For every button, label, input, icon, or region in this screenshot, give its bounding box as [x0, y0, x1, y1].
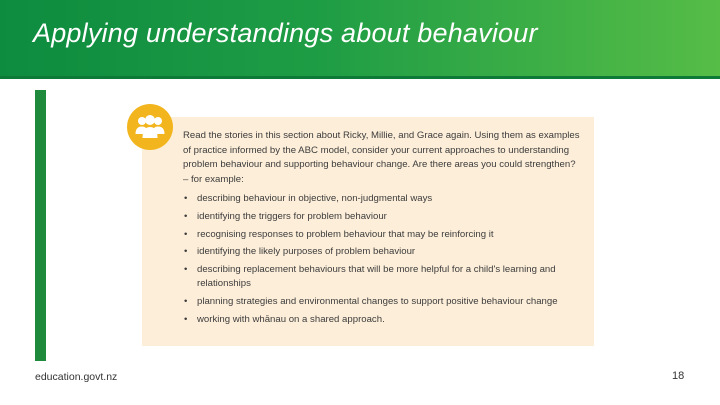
- panel-content: [183, 129, 583, 330]
- panel-intro-text: Read the stories in this section about Ricky, Millie, and Grace again. Using them as examples of practice informed by the ABC model, consider your current approaches to understanding problem behaviour and supporting behaviour change. Are there areas you could strengthen? – for example:: [183, 130, 580, 185]
- side-accent-bar: [35, 90, 46, 361]
- reflection-panel: [142, 117, 594, 346]
- list-item: • identifying the triggers for problem behaviour: [183, 210, 583, 225]
- header-divider: [0, 76, 720, 79]
- people-group-icon-graphic: [134, 114, 166, 140]
- list-item: • recognising responses to problem behaviour that may be reinforcing it: [183, 228, 583, 243]
- people-group-icon: [127, 104, 173, 150]
- list-item: • working with whānau on a shared approach.: [183, 313, 583, 328]
- list-item: • identifying the likely purposes of problem behaviour: [183, 245, 583, 260]
- bullet-list: [183, 192, 583, 327]
- list-item: • describing replacement behaviours that will be more helpful for a child's learning and relationships: [183, 263, 583, 292]
- slide-title: Applying understandings about behaviour: [33, 18, 538, 48]
- footer-url: education.govt.nz: [35, 371, 118, 383]
- list-item: • planning strategies and environmental changes to support positive behaviour change: [183, 295, 583, 310]
- page-number: 18: [672, 370, 685, 382]
- list-item: • describing behaviour in objective, non-judgmental ways: [183, 192, 583, 207]
